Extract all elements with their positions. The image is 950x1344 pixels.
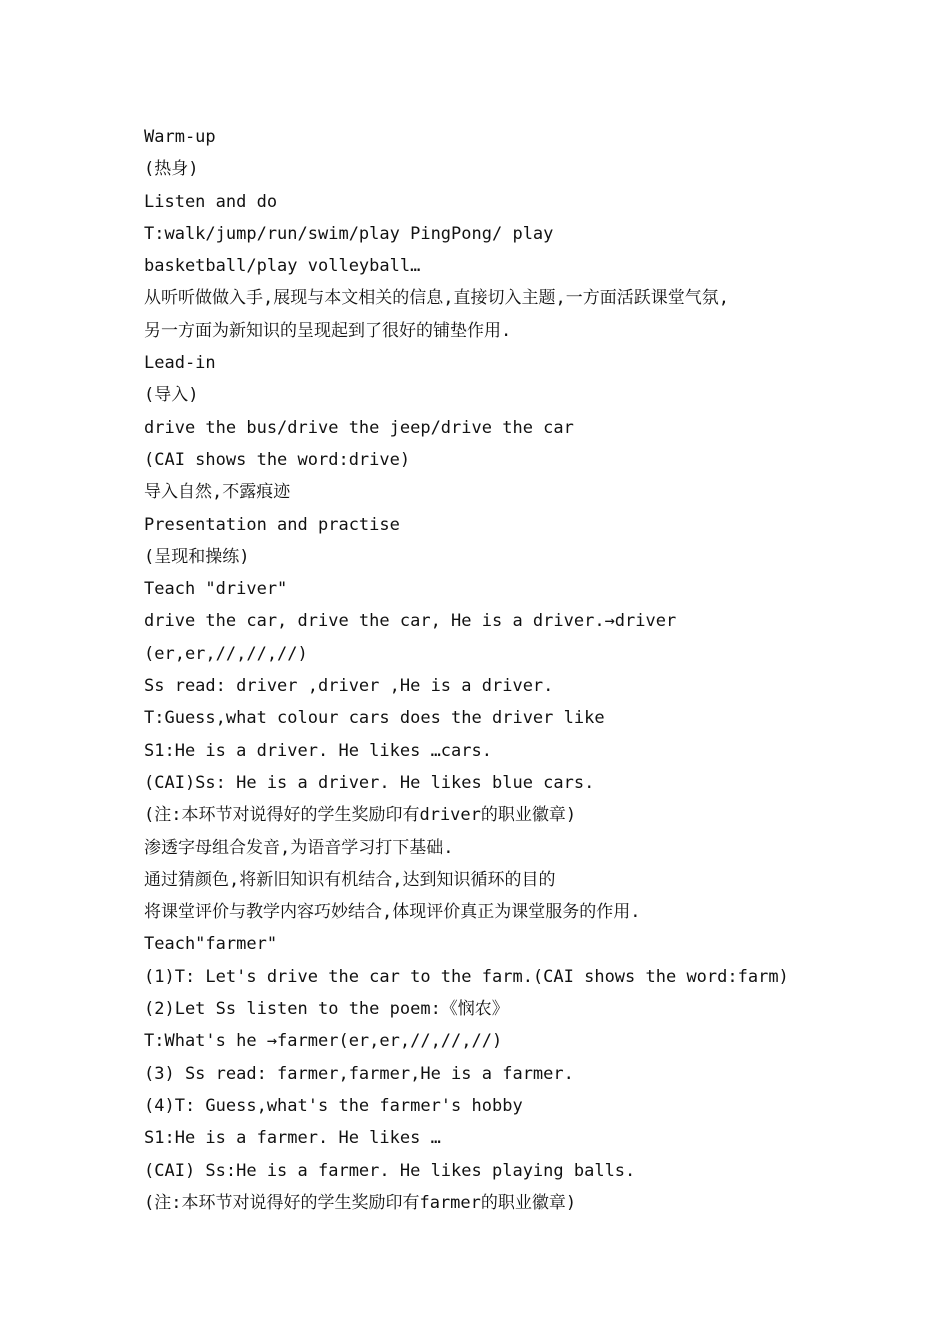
note-line: (注:本环节对说得好的学生奖励印有driver的职业徽章) <box>144 805 577 826</box>
commentary-line: 导入自然,不露痕迹 <box>144 482 291 503</box>
commentary-line: 通过猜颜色,将新旧知识有机结合,达到知识循环的目的 <box>144 869 556 890</box>
section-subheading: (导入) <box>144 385 199 406</box>
document-body <box>144 121 824 1219</box>
section-heading-presentation: Presentation and practise <box>144 514 400 535</box>
text-line: S1:He is a farmer. He likes … <box>144 1128 441 1149</box>
text-line: (CAI) Ss:He is a farmer. He likes playing balls. <box>144 1160 636 1181</box>
text-line: Listen and do <box>144 191 278 212</box>
note-line: (注:本环节对说得好的学生奖励印有farmer的职业徽章) <box>144 1192 577 1213</box>
commentary-line: 另一方面为新知识的呈现起到了很好的铺垫作用. <box>144 320 512 341</box>
commentary-line: 渗透字母组合发音,为语音学习打下基础. <box>144 837 454 858</box>
text-line: (3) Ss read: farmer,farmer,He is a farmer. <box>144 1063 574 1084</box>
text-line: (2)Let Ss listen to the poem:《悯农》 <box>144 999 509 1020</box>
text-line: T:What's he →farmer(er,er,//,//,//) <box>144 1031 503 1052</box>
text-line: Teach "driver" <box>144 579 288 600</box>
section-heading-lead-in: Lead-in <box>144 353 216 374</box>
text-line: (er,er,//,//,//) <box>144 643 308 664</box>
text-line: Ss read: driver ,driver ,He is a driver. <box>144 676 554 697</box>
section-subheading: (热身) <box>144 159 199 180</box>
text-line: (CAI)Ss: He is a driver. He likes blue cars. <box>144 772 595 793</box>
text-line: drive the bus/drive the jeep/drive the car <box>144 417 574 438</box>
text-line: (1)T: Let's drive the car to the farm.(CAI shows the word:farm) <box>144 966 789 987</box>
text-line: (4)T: Guess,what's the farmer's hobby <box>144 1095 523 1116</box>
text-line: Teach"farmer" <box>144 934 278 955</box>
text-line: T:Guess,what colour cars does the driver like <box>144 708 605 729</box>
text-line: S1:He is a driver. He likes …cars. <box>144 740 492 761</box>
commentary-line: 从听听做做入手,展现与本文相关的信息,直接切入主题,一方面活跃课堂气氛, <box>144 288 729 309</box>
commentary-line: 将课堂评价与教学内容巧妙结合,体现评价真正为课堂服务的作用. <box>144 902 641 923</box>
section-heading-warm-up: Warm-up <box>144 127 216 147</box>
text-line: (CAI shows the word:drive) <box>144 449 411 470</box>
text-line: drive the car, drive the car, He is a driver.→driver <box>144 611 677 632</box>
text-line: T:walk/jump/run/swim/play PingPong/ play <box>144 223 554 244</box>
text-line: basketball/play volleyball… <box>144 256 421 277</box>
section-subheading: (呈现和操练) <box>144 546 250 567</box>
